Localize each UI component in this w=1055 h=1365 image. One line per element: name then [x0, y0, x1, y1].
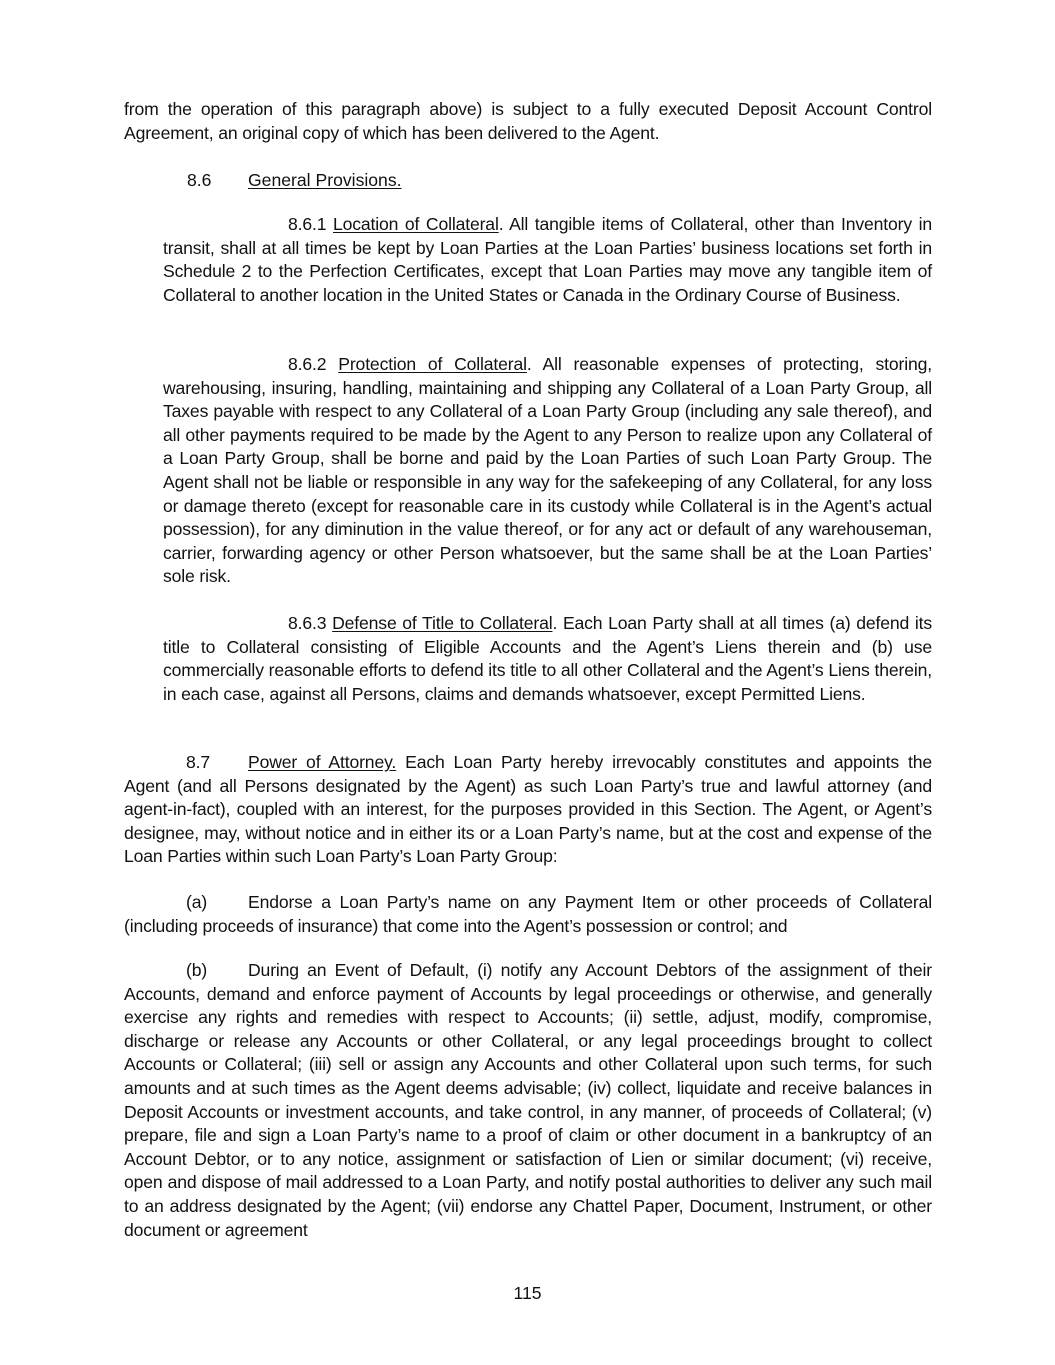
item-body: Endorse a Loan Party’s name on any Payment Item or other proceeds of Collateral (including proceeds of insurance) that come into the Agent’s possession or control; and: [124, 892, 932, 936]
section-title: Defense of Title to Collateral: [332, 613, 553, 633]
page-number: 115: [513, 1283, 542, 1303]
section-title: General Provisions.: [248, 170, 402, 190]
item-body: During an Event of Default, (i) notify any Account Debtors of the assignment of their Accounts, demand and enforce payment of Accounts by legal proceedings or otherwise, and generally exercise any rights and remedies with respect to Accounts; (ii) settle, adjust, modify, compromise, discharge or release any Accounts or other Collateral, or any legal proceedings brought to collect Accounts or Collateral; (iii) sell or assign any Accounts and other Collateral upon such terms, for such amounts and at such times as the Agent deems advisable; (iv) collect, liquidate and receive balances in Deposit Accounts or investment accounts, and take control, in any manner, of proceeds of Collateral; (v) prepare, file and sign a Loan Party’s name to a proof of claim or other document in a bankruptcy of an Account Debtor, or to any notice, assignment or satisfaction of Lien or similar document; (vi) receive, open and dispose of mail addressed to a Loan Party, and notify postal authorities to deliver any such mail to an address designated by the Agent; (vii) endorse any Chattel Paper, Document, Instrument, or other document or agreement: [124, 960, 932, 1240]
section-number: 8.6.1: [288, 214, 327, 234]
section-body: . All reasonable expenses of protecting, storing, warehousing, insuring, handling, maintaining and shipping any Collateral of a Loan Party Group, all Taxes payable with respect to any Collateral of a Loan Party Group (including any sale thereof), and all other payments required to be made by the Agent to any Person to realize upon any Collateral of a Loan Party Group, shall be borne and paid by the Loan Parties of such Loan Party Group. The Agent shall not be liable or responsible in any way for the safekeeping of any Collateral, for any loss or damage thereto (except for reasonable care in its custody while Collateral is in the Agent’s actual possession), for any diminution in the value thereof, or for any act or default of any warehouseman, carrier, forwarding agency or other Person whatsoever, but the same shall be at the Loan Parties’ sole risk.: [163, 354, 932, 587]
section-title: Protection of Collateral: [338, 354, 527, 374]
section-body: Each Loan Party hereby irrevocably constitutes and appoints the Agent (and all Persons designated by the Agent) as such Loan Party’s true and lawful attorney (and agent-in-fact), coupled with an interest, for the purposes provided in this Section. The Agent, or Agent’s designee, may, without notice and in either its or a Loan Party’s name, but at the cost and expense of the Loan Parties within such Loan Party’s Loan Party Group:: [124, 752, 932, 867]
continuation-text: from the operation of this paragraph above) is subject to a fully executed Deposit Account Control Agreement, an original copy of which has been delivered to the Agent.: [124, 99, 932, 143]
section-8-6-1-paragraph: [163, 213, 932, 307]
section-title: Location of Collateral: [333, 214, 499, 234]
item-b-paragraph: [124, 959, 932, 1242]
section-number: 8.6.3: [288, 613, 327, 633]
section-title: Power of Attorney.: [248, 752, 397, 772]
section-8-6-heading: [187, 169, 402, 193]
section-8-7-paragraph: [124, 751, 932, 869]
section-number: 8.6.2: [288, 354, 327, 374]
section-8-6-3-paragraph: [163, 612, 932, 706]
continuation-paragraph: [124, 98, 932, 145]
section-number: 8.6: [187, 170, 212, 190]
item-label: (b): [186, 960, 208, 980]
item-a-paragraph: [124, 891, 932, 938]
section-body: . All tangible items of Collateral, other than Inventory in transit, shall at all times be kept by Loan Parties at the Loan Parties’ business locations set forth in Schedule 2 to the Perfection Certificates, except that Loan Parties may move any tangible item of Collateral to another location in the United States or Canada in the Ordinary Course of Business.: [163, 214, 932, 305]
section-body: . Each Loan Party shall at all times (a) defend its title to Collateral consisting of Eligible Accounts and the Agent’s Liens therein and (b) use commercially reasonable efforts to defend its title to all other Collateral and the Agent’s Liens therein, in each case, against all Persons, claims and demands whatsoever, except Permitted Liens.: [163, 613, 933, 704]
section-8-6-2-paragraph: [163, 353, 932, 589]
item-label: (a): [186, 892, 208, 912]
section-number: 8.7: [186, 752, 211, 772]
